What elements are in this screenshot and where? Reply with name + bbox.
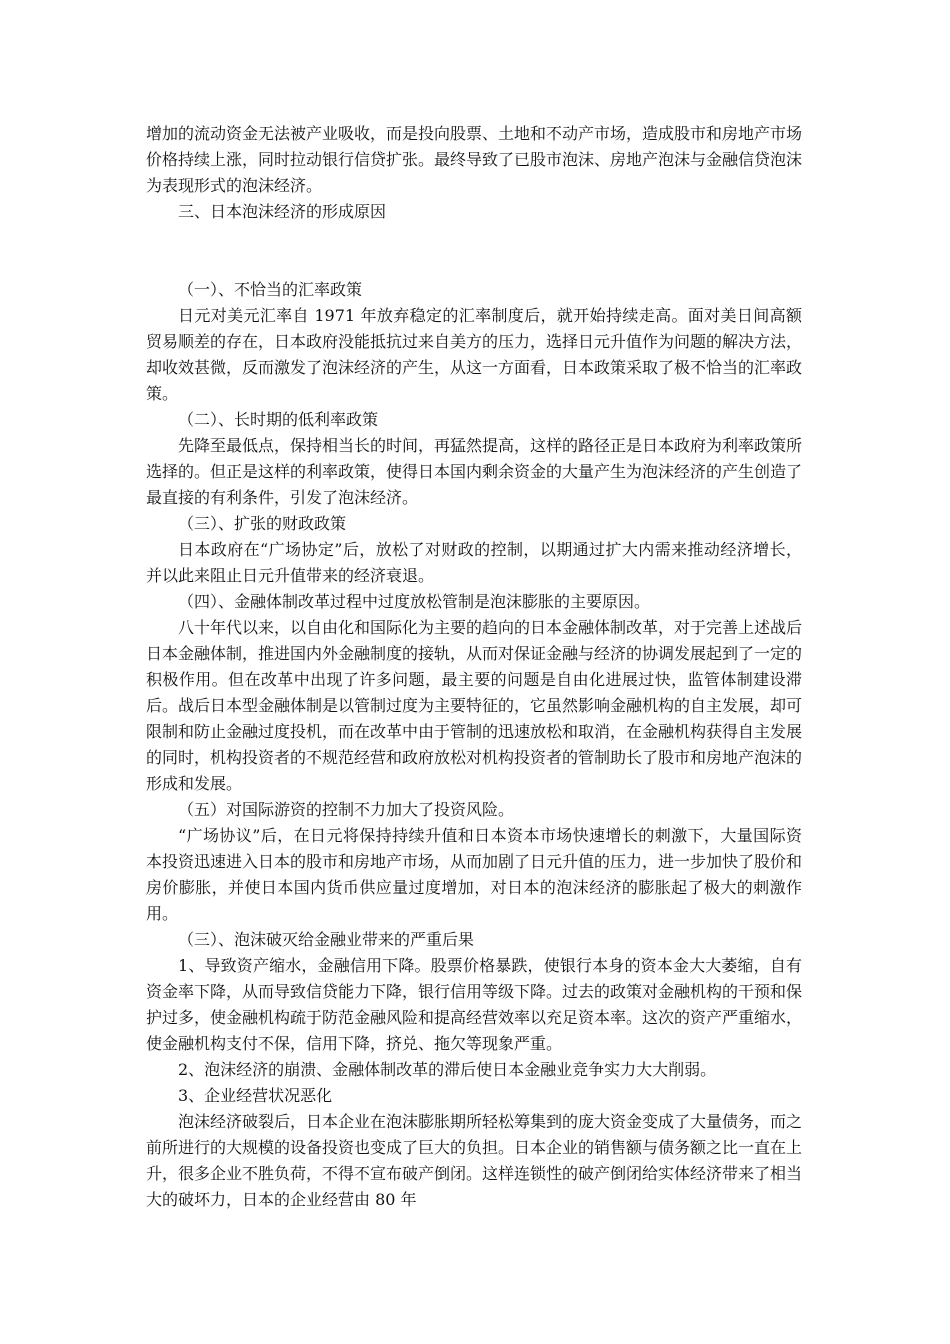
subheading-financial-reform: （四）、金融体制改革过程中过度放松管制是泡沫膨胀的主要原因。	[178, 592, 651, 611]
paragraph-asset-shrink: 1、导致资产缩水，金融信用下降。股票价格暴跌，使银行本身的资本金大大萎缩，自有资金率下降，从而导致信贷能力下降，银行信用等级下降。过去的政策对金融机构的干预和保护过多，使金融机构疏于防范金融风险和提高经营效率以充足资本率。这次的资产严重缩水，使金融机构支付不保，信用下降，挤兑、拖欠等现象严重。	[146, 956, 803, 1053]
section-heading-causes: 三、日本泡沫经济的形成原因	[178, 202, 387, 221]
paragraph-exchange-rate: 日元对美元汇率自 1971 年放弃稳定的汇率制度后，就开始持续走高。面对美日间高额贸易顺差的存在，日本政府没能抵抗过来自美方的压力，选择日元升值作为问题的解决方法，却收效甚微，反而激发了泡沫经济的产生，从这一方面看，日本政策采取了极不恰当的汇率政策。	[146, 306, 803, 403]
subheading-low-interest: （二）、长时期的低利率政策	[178, 410, 379, 429]
document-page	[146, 121, 802, 1213]
subheading-hot-money: （五）对国际游资的控制不力加大了投资风险。	[178, 800, 515, 819]
paragraph-hot-money: “广场协议”后，在日元将保持持续升值和日本资本市场快速增长的刺激下，大量国际资本投资迅速进入日本的股市和房地产市场，从而加剧了日元升值的压力，进一步加快了股价和房价膨胀，并使日本国内货币供应量过度增加，对日本的泡沫经济的膨胀起了极大的刺激作用。	[146, 826, 803, 923]
paragraph-financial-reform: 八十年代以来，以自由化和国际化为主要的趋向的日本金融体制改革，对于完善上述战后日本金融体制，推进国内外金融制度的接轨，从而对保证金融与经济的协调发展起到了一定的积极作用。但在改革中出现了许多问题，最主要的问题是自由化进展过快，监管体制建设滞后。战后日本型金融体制是以管制过度为主要特征的，它虽然影响金融机构的自主发展，却可限制和防止金融过度投机，而在改革中由于管制的迅速放松和取消，在金融机构获得自主发展的同时，机构投资者的不规范经营和政府放松对机构投资者的管制助长了股市和房地产泡沫的形成和发展。	[146, 618, 803, 793]
paragraph-business-conditions: 泡沫经济破裂后，日本企业在泡沫膨胀期所轻松筹集到的庞大资金变成了大量债务，而之前所进行的大规模的设备投资也变成了巨大的负担。日本企业的销售额与债务额之比一直在上升，很多企业不胜负荷，不得不宣布破产倒闭。这样连锁性的破产倒闭给实体经济带来了相当大的破坏力，日本的企业经营由 80 年	[146, 1112, 803, 1209]
subheading-fiscal-policy: （三）、扩张的财政政策	[178, 514, 347, 533]
blank-gap	[146, 225, 802, 277]
paragraph-competitiveness: 2、泡沫经济的崩溃、金融体制改革的滞后使日本金融业竞争实力大大削弱。	[178, 1060, 717, 1079]
subheading-exchange-rate: （一）、不恰当的汇率政策	[178, 280, 363, 299]
subheading-business-conditions: 3、企业经营状况恶化	[178, 1086, 333, 1105]
paragraph-fiscal-policy: 日本政府在“广场协定”后，放松了对财政的控制，以期通过扩大内需来推动经济增长，并以此来阻止日元升值带来的经济衰退。	[146, 540, 802, 585]
paragraph-low-interest: 先降至最低点，保持相当长的时间，再猛然提高，这样的路径正是日本政府为利率政策所选择的。但正是这样的利率政策，使得日本国内剩余资金的大量产生为泡沫经济的产生创造了最直接的有利条件，引发了泡沫经济。	[146, 436, 803, 507]
paragraph-continuation: 增加的流动资金无法被产业吸收，而是投向股票、土地和不动产市场，造成股市和房地产市场价格持续上涨，同时拉动银行信贷扩张。最终导致了已股市泡沫、房地产泡沫与金融信贷泡沫为表现形式的泡沫经济。	[146, 124, 803, 195]
subheading-consequences: （三）、泡沫破灭给金融业带来的严重后果	[178, 930, 475, 949]
